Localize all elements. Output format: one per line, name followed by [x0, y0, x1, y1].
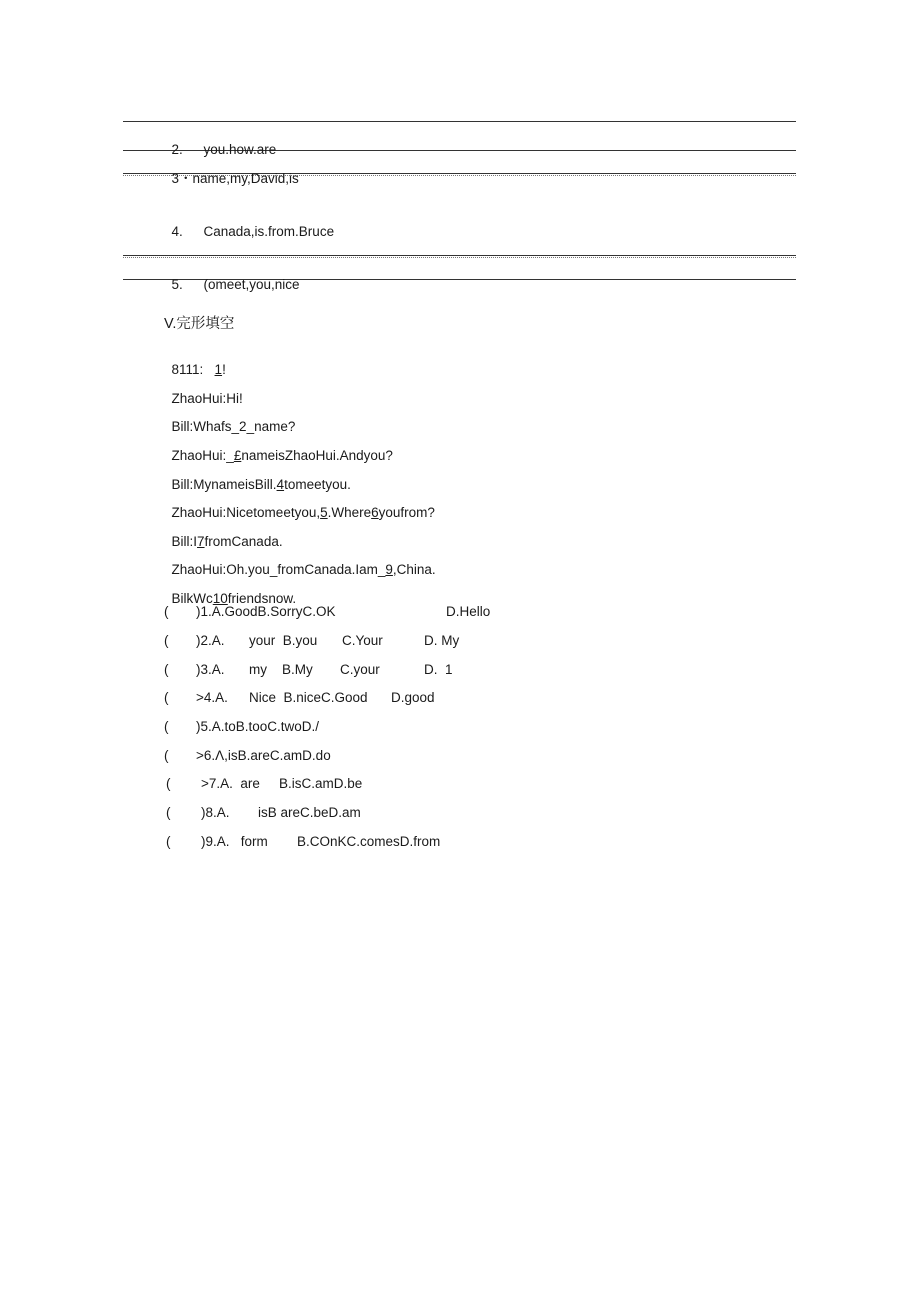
choice-text: )3.A. — [196, 662, 225, 677]
item-words: you.how.are — [203, 142, 277, 157]
dialogue-text: .Where — [327, 505, 372, 520]
choice-text: >6.Λ,isB.areC.amD.do — [196, 748, 331, 763]
blank: 4 — [276, 477, 285, 492]
choice-c: C.your — [340, 662, 380, 677]
dialogue-text: ZhaoHui:Oh.you_fromCanada.Iam_ — [171, 562, 386, 577]
dialogue-text: BilkWc — [171, 591, 213, 606]
choice-text: >7.A. are — [201, 776, 260, 791]
choice-b: Nice B.niceC.Good — [249, 690, 368, 705]
dialogue-text: ZhaoHui:Nicetomeetyou, — [171, 505, 321, 520]
dialogue-text: ZhaoHui:Hi! — [171, 391, 243, 406]
sentence-item — [164, 208, 334, 240]
answer-paren: ( — [164, 633, 169, 648]
sentence-item — [164, 126, 276, 158]
dialogue-text: ,China. — [392, 562, 436, 577]
blank: 10 — [212, 591, 228, 606]
dialogue-text: ZhaoHui:_ — [171, 448, 234, 463]
item-words: Canada,is.from.Bruce — [203, 224, 335, 239]
blank: 9 — [385, 562, 393, 577]
blank: 2 — [239, 419, 247, 434]
choice-b: B.isC.amD.be — [279, 776, 363, 791]
item-words: name,my,David,is — [192, 171, 299, 186]
blank: 5 — [320, 505, 328, 520]
choice-b: my B.My — [249, 662, 313, 677]
answer-paren: ( — [166, 776, 171, 791]
answer-paren: ( — [166, 834, 171, 849]
dialogue-text: fromCanada. — [204, 534, 283, 549]
choice-b: B.COnKC.comesD.from — [297, 834, 441, 849]
rule-line — [123, 255, 796, 256]
choice-d: D.good — [391, 690, 435, 705]
choice-text: )8.A. — [201, 805, 230, 820]
item-number: 2. — [171, 142, 183, 157]
sentence-item — [164, 261, 300, 293]
dialogue-text: Bill:I — [171, 534, 198, 549]
choice-d: D. 1 — [424, 662, 453, 677]
answer-paren: ( — [164, 719, 169, 734]
choice-b: your B.you — [249, 633, 318, 648]
dialogue-line — [164, 403, 295, 435]
choice-text: >4.A. — [196, 690, 228, 705]
blank: £ — [233, 448, 242, 463]
choice-d: D. My — [424, 633, 460, 648]
dialogue-text: Bill:MynameisBill. — [171, 477, 277, 492]
item-number: 3・ — [171, 171, 193, 186]
sentence-item — [164, 155, 299, 187]
blank: 6 — [371, 505, 379, 520]
blank: 7 — [197, 534, 205, 549]
choice-c: C.Your — [342, 633, 383, 648]
choice-b: isB areC.beD.am — [258, 805, 361, 820]
answer-paren: ( — [164, 604, 169, 619]
dialogue-text: _name? — [246, 419, 296, 434]
choice-text: )1.A.GoodB.SorryC.OK — [196, 604, 336, 619]
answer-paren: ( — [164, 662, 169, 677]
answer-paren: ( — [164, 690, 169, 705]
dialogue-text: 8111: — [171, 362, 215, 377]
answer-paren: ( — [164, 748, 169, 763]
dialogue-text: nameisZhaoHui.Andyou? — [241, 448, 393, 463]
dialogue-line — [164, 546, 436, 578]
item-number: 4. — [171, 224, 183, 239]
choice-text: )5.A.toB.tooC.twoD./ — [196, 719, 320, 734]
dialogue-line — [164, 346, 226, 378]
dialogue-text: Bill:Whafs_ — [171, 419, 240, 434]
dialogue-text: tomeetyou. — [284, 477, 351, 492]
choice-text: )9.A. form — [201, 834, 268, 849]
choice-text: )2.A. — [196, 633, 225, 648]
dialogue-text: ! — [222, 362, 226, 377]
item-number: 5. — [171, 277, 183, 292]
dialogue-line — [164, 575, 296, 607]
rule-line — [123, 121, 796, 122]
item-words: (omeet,you,nice — [203, 277, 300, 292]
dialogue-text: youfrom? — [378, 505, 435, 520]
choice-d: D.Hello — [446, 604, 491, 619]
answer-paren: ( — [166, 805, 171, 820]
dialogue-text: friendsnow. — [227, 591, 297, 606]
rule-line — [123, 257, 796, 258]
blank: 1 — [214, 362, 223, 377]
dialogue-line — [164, 432, 393, 464]
dialogue-line — [164, 489, 435, 521]
section-title: V.完形填空 — [164, 316, 235, 332]
